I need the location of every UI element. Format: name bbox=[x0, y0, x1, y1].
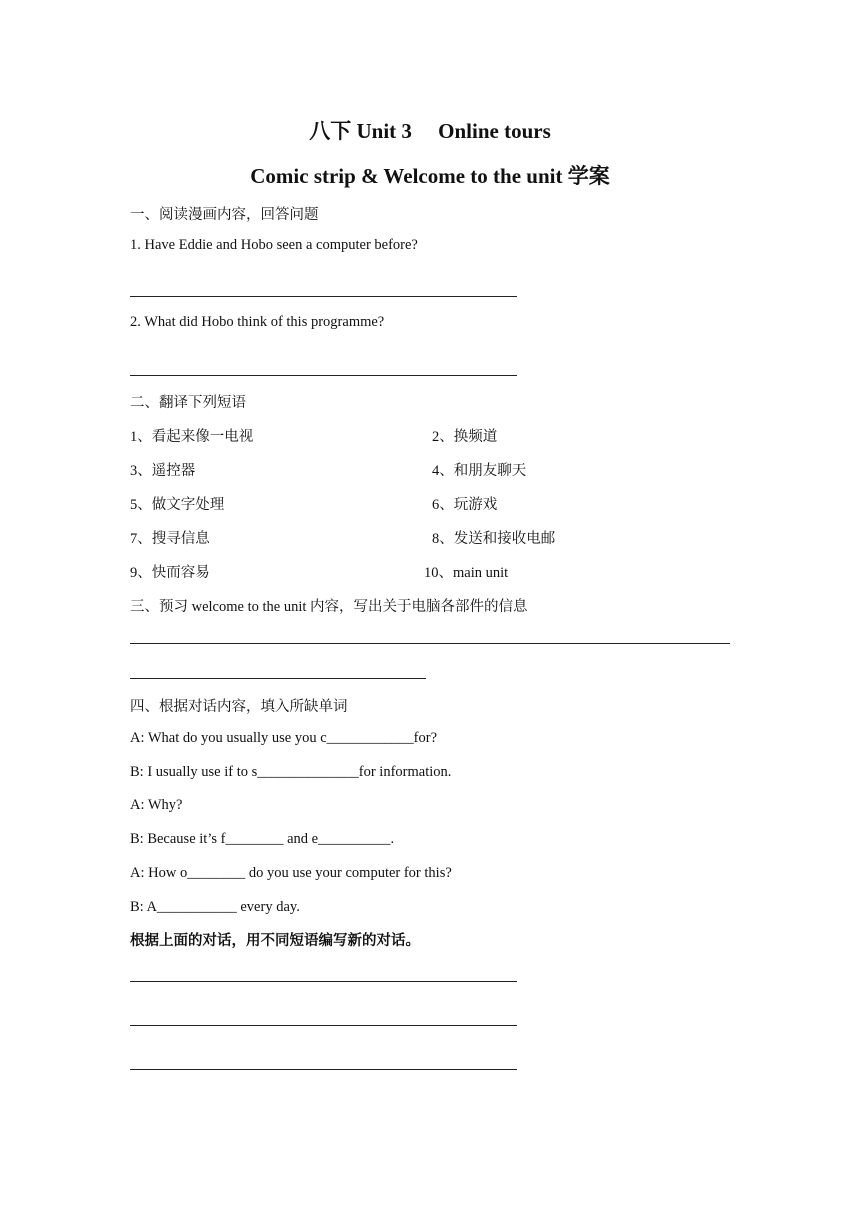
phrase-item-8: 8、发送和接收电邮 bbox=[432, 531, 556, 547]
answer-line-7[interactable] bbox=[130, 1069, 517, 1070]
section3-heading: 三、预习 welcome to the unit 内容，写出关于电脑各部件的信息 bbox=[130, 599, 528, 615]
phrase-item-1: 1、看起来像一电视 bbox=[130, 429, 254, 445]
phrase-item-9: 9、快而容易 bbox=[130, 565, 210, 581]
dialog-line-6: B: A___________ every day. bbox=[130, 899, 300, 915]
dialog-line-2: B: I usually use if to s______________for information. bbox=[130, 764, 452, 780]
dialog-line-3: A: Why? bbox=[130, 797, 183, 813]
phrase-item-10: 10、main unit bbox=[424, 565, 509, 581]
phrase-item-4: 4、和朋友聊天 bbox=[432, 463, 527, 479]
answer-line-3[interactable] bbox=[130, 643, 730, 644]
phrase-item-5: 5、做文字处理 bbox=[130, 497, 225, 513]
phrase-item-6: 6、玩游戏 bbox=[432, 497, 498, 513]
section4-heading: 四、根据对话内容，填入所缺单词 bbox=[130, 699, 348, 715]
section4-instruction: 根据上面的对话，用不同短语编写新的对话。 bbox=[130, 933, 420, 949]
section1-heading: 一、阅读漫画内容，回答问题 bbox=[130, 207, 319, 223]
section1-question-1: 1. Have Eddie and Hobo seen a computer before? bbox=[130, 237, 418, 253]
answer-line-2[interactable] bbox=[130, 375, 517, 376]
phrase-item-2: 2、换频道 bbox=[432, 429, 498, 445]
title-line-1: 八下 Unit 3 Online tours bbox=[309, 119, 551, 143]
answer-line-4[interactable] bbox=[130, 678, 426, 679]
section1-question-2: 2. What did Hobo think of this programme? bbox=[130, 314, 385, 330]
answer-line-1[interactable] bbox=[130, 296, 517, 297]
dialog-line-4: B: Because it’s f________ and e__________. bbox=[130, 831, 395, 847]
title-line-2: Comic strip & Welcome to the unit 学案 bbox=[250, 164, 610, 188]
phrase-item-3: 3、遥控器 bbox=[130, 463, 196, 479]
answer-line-5[interactable] bbox=[130, 981, 517, 982]
dialog-line-1: A: What do you usually use you c____________for? bbox=[130, 730, 438, 746]
phrase-item-7: 7、搜寻信息 bbox=[130, 531, 210, 547]
answer-line-6[interactable] bbox=[130, 1025, 517, 1026]
dialog-line-5: A: How o________ do you use your computer for this? bbox=[130, 865, 452, 881]
section2-heading: 二、翻译下列短语 bbox=[130, 395, 246, 411]
